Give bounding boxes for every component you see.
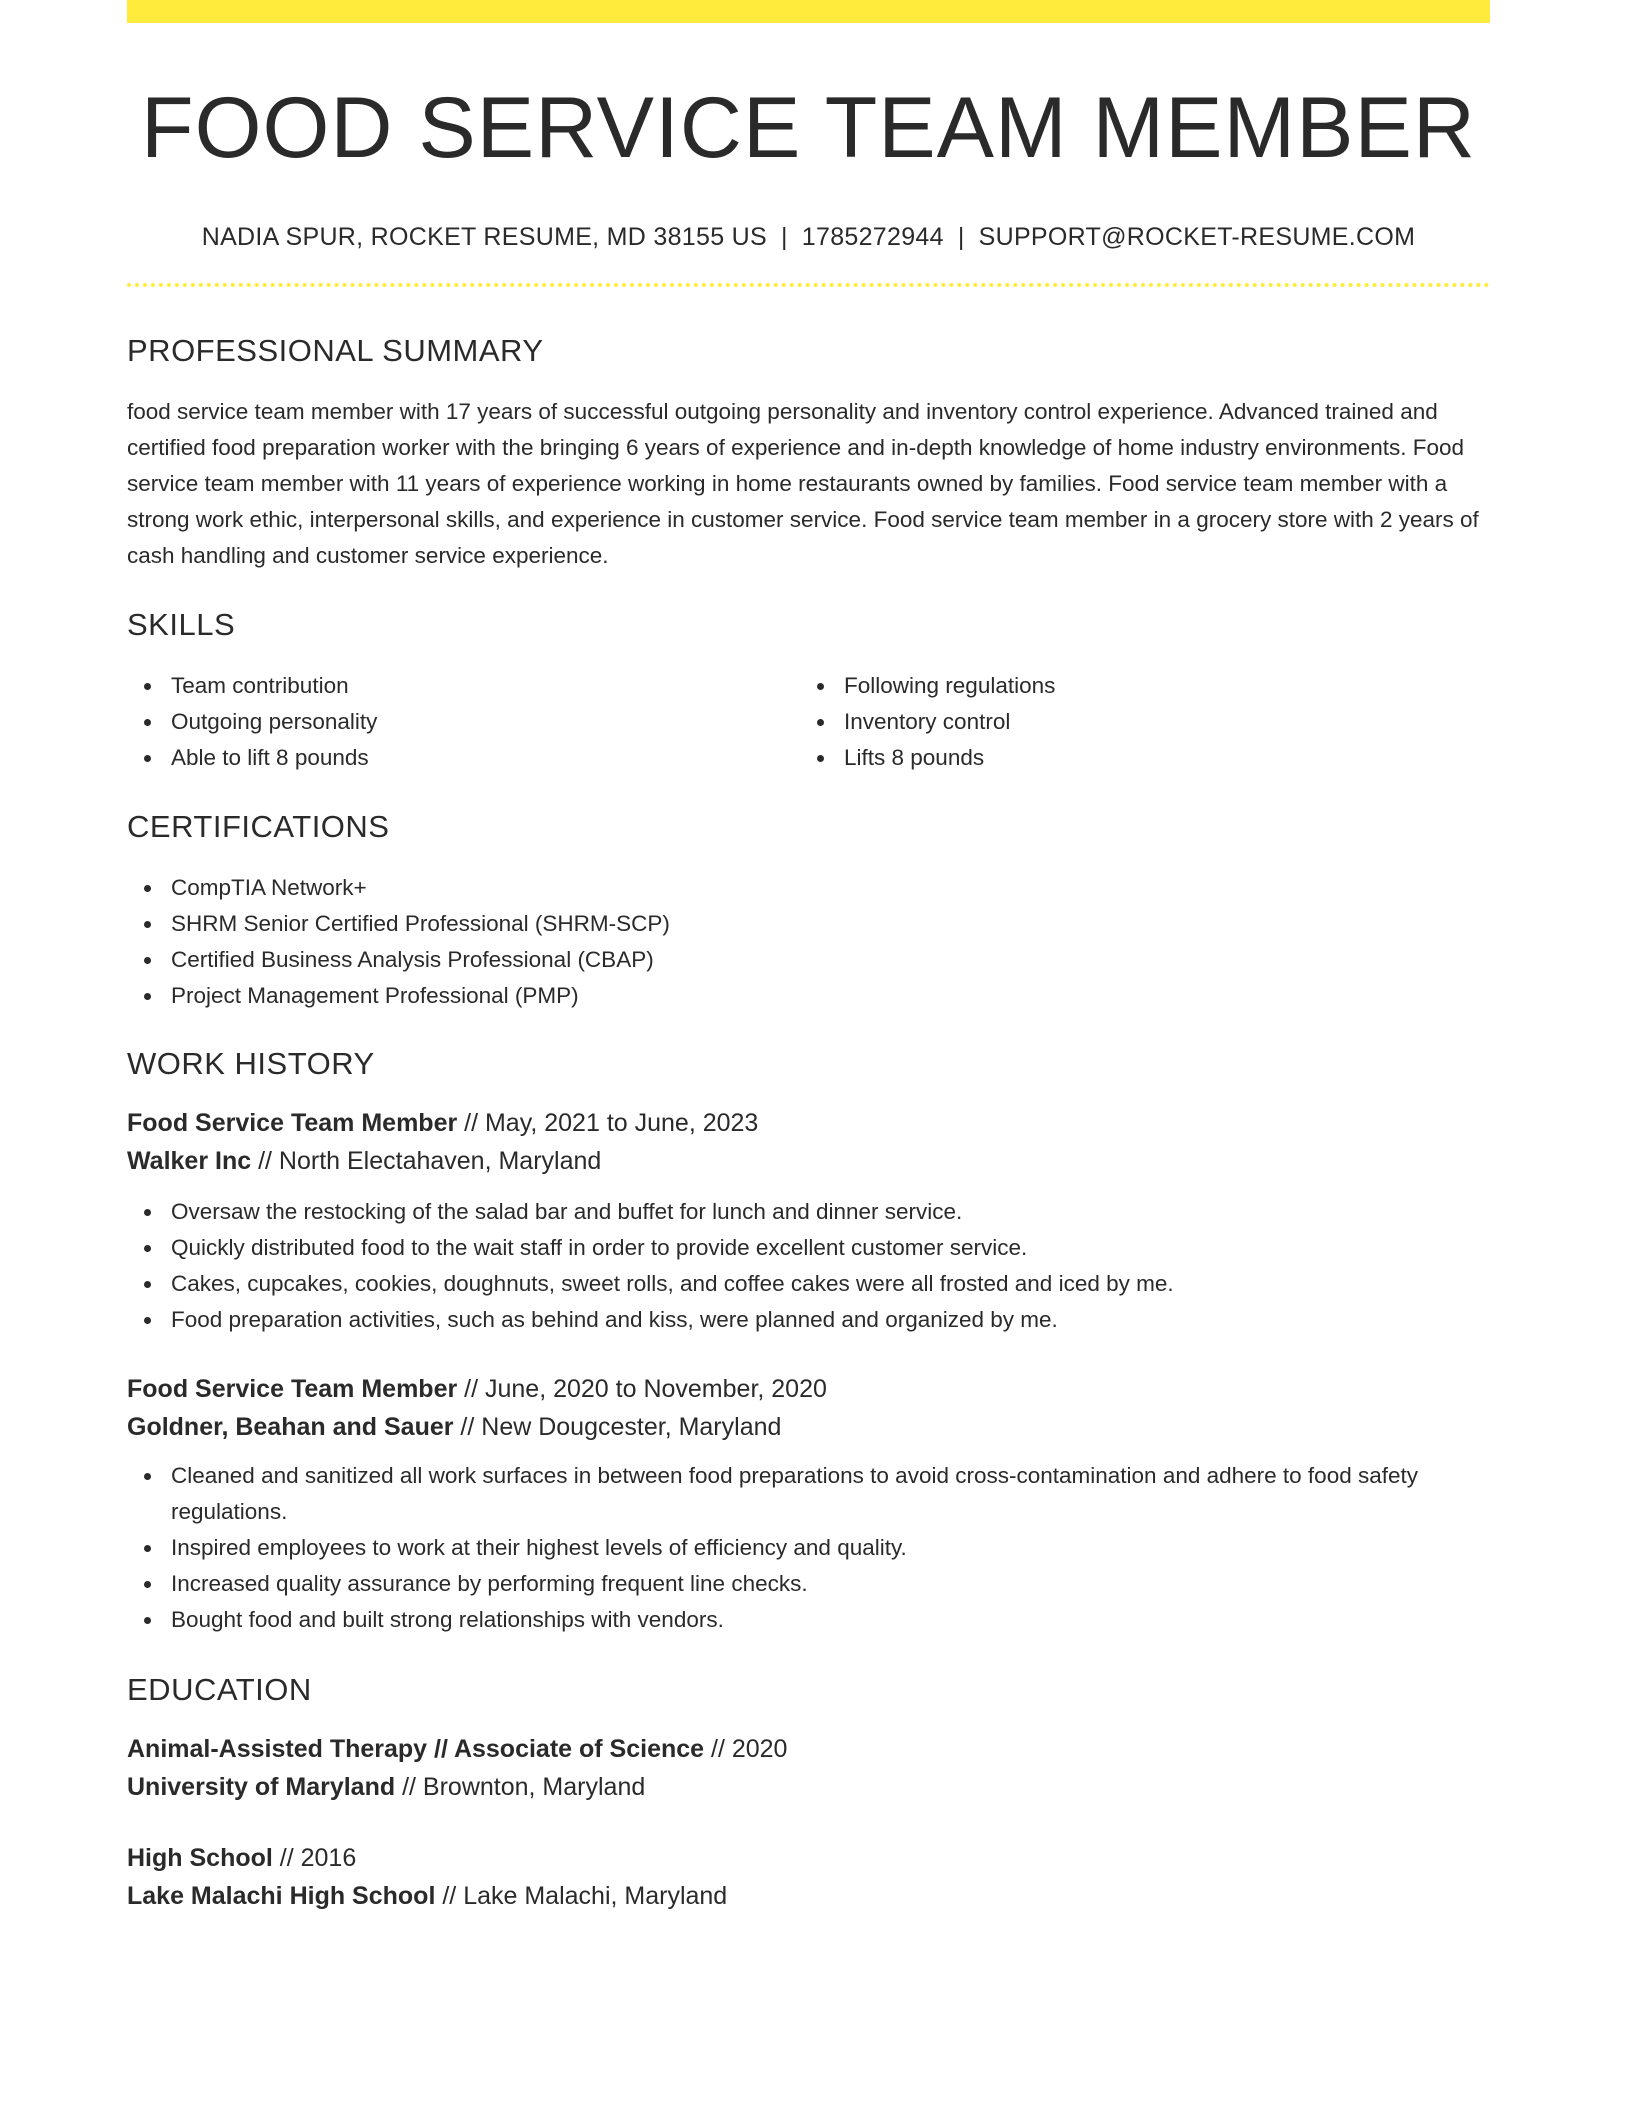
skill-item: Able to lift 8 pounds	[127, 740, 800, 776]
resume-page	[127, 0, 1490, 1955]
skill-item: Outgoing personality	[127, 704, 800, 740]
job-location: // New Dougcester, Maryland	[453, 1412, 782, 1441]
page-bottom-space	[127, 1915, 1490, 1955]
education-year: // 2016	[272, 1843, 357, 1872]
contact-email: SUPPORT@ROCKET-RESUME.COM	[978, 222, 1416, 251]
job-duties-list	[127, 1194, 1490, 1338]
job-dates: // May, 2021 to June, 2023	[457, 1108, 759, 1137]
job-company: Walker Inc	[127, 1146, 252, 1175]
certification-item: SHRM Senior Certified Professional (SHRM-SCP)	[127, 906, 1490, 942]
job-duty-item: Bought food and built strong relationships with vendors.	[127, 1602, 1490, 1638]
skills-list-left	[127, 668, 800, 776]
education-school: Lake Malachi High School	[127, 1881, 436, 1910]
skill-item: Lifts 8 pounds	[800, 740, 1473, 776]
education-school-line	[127, 1768, 1490, 1806]
certifications-heading: CERTIFICATIONS	[127, 808, 390, 844]
work-history-heading: WORK HISTORY	[127, 1045, 375, 1081]
job-company: Goldner, Beahan and Sauer	[127, 1412, 454, 1441]
certification-item: CompTIA Network+	[127, 870, 1490, 906]
job-location: // North Electahaven, Maryland	[251, 1146, 602, 1175]
job-duty-item: Quickly distributed food to the wait staff in order to provide excellent customer service.	[127, 1230, 1490, 1266]
certifications-list	[127, 870, 1490, 1014]
contact-separator: |	[780, 222, 788, 251]
contact-separator: |	[957, 222, 965, 251]
skill-item: Following regulations	[800, 668, 1473, 704]
summary-text: food service team member with 17 years of successful outgoing personality and inventory control experience. Advanced trained and certified food preparation worker with the bringing 6 years of experience and in-depth knowledge of home industry environments. Food service team member with 11 years of experience working in home restaurants owned by families. Food service team member with a strong work ethic, interpersonal skills, and experience in customer service. Food service team member in a grocery store with 2 years of cash handling and customer service experience.	[127, 398, 1479, 568]
education-year: // 2020	[704, 1734, 788, 1763]
job-duty-item: Cakes, cupcakes, cookies, doughnuts, sweet rolls, and coffee cakes were all frosted and iced by me.	[127, 1266, 1490, 1302]
skill-item: Inventory control	[800, 704, 1473, 740]
education-school: University of Maryland	[127, 1772, 396, 1801]
skills-heading: SKILLS	[127, 606, 236, 642]
certification-item: Certified Business Analysis Professional (CBAP)	[127, 942, 1490, 978]
job-company-line	[127, 1142, 1490, 1180]
dotted-divider	[127, 283, 1490, 287]
education-degree-line	[127, 1839, 1490, 1877]
job-title-line	[127, 1104, 1490, 1142]
job-duty-item: Food preparation activities, such as behind and kiss, were planned and organized by me.	[127, 1302, 1490, 1338]
job-duty-item: Cleaned and sanitized all work surfaces in between food preparations to avoid cross-contamination and adhere to food safety regulations.	[127, 1458, 1490, 1530]
skills-columns	[127, 668, 1490, 776]
education-heading: EDUCATION	[127, 1671, 312, 1707]
job-duty-item: Inspired employees to work at their highest levels of efficiency and quality.	[127, 1530, 1490, 1566]
job-duty-item: Oversaw the restocking of the salad bar and buffet for lunch and dinner service.	[127, 1194, 1490, 1230]
job-dates: // June, 2020 to November, 2020	[457, 1374, 827, 1403]
skills-list-right	[800, 668, 1473, 776]
job-company-line	[127, 1408, 1490, 1446]
accent-top-bar	[127, 0, 1490, 23]
skill-item: Team contribution	[127, 668, 800, 704]
education-location: // Brownton, Maryland	[395, 1772, 646, 1801]
education-degree: Animal-Assisted Therapy // Associate of Science	[127, 1734, 705, 1763]
resume-title: FOOD SERVICE TEAM MEMBER	[141, 80, 1476, 176]
contact-phone: 1785272944	[801, 222, 944, 251]
job-duties-list	[127, 1458, 1490, 1638]
education-degree: High School	[127, 1843, 273, 1872]
education-location: // Lake Malachi, Maryland	[435, 1881, 728, 1910]
contact-address: NADIA SPUR, ROCKET RESUME, MD 38155 US	[201, 222, 767, 251]
contact-line	[127, 223, 1490, 252]
job-duty-item: Increased quality assurance by performing frequent line checks.	[127, 1566, 1490, 1602]
certification-item: Project Management Professional (PMP)	[127, 978, 1490, 1014]
education-school-line	[127, 1877, 1490, 1915]
education-degree-line	[127, 1730, 1490, 1768]
job-role: Food Service Team Member	[127, 1374, 458, 1403]
job-role: Food Service Team Member	[127, 1108, 458, 1137]
job-title-line	[127, 1370, 1490, 1408]
summary-heading: PROFESSIONAL SUMMARY	[127, 332, 544, 368]
